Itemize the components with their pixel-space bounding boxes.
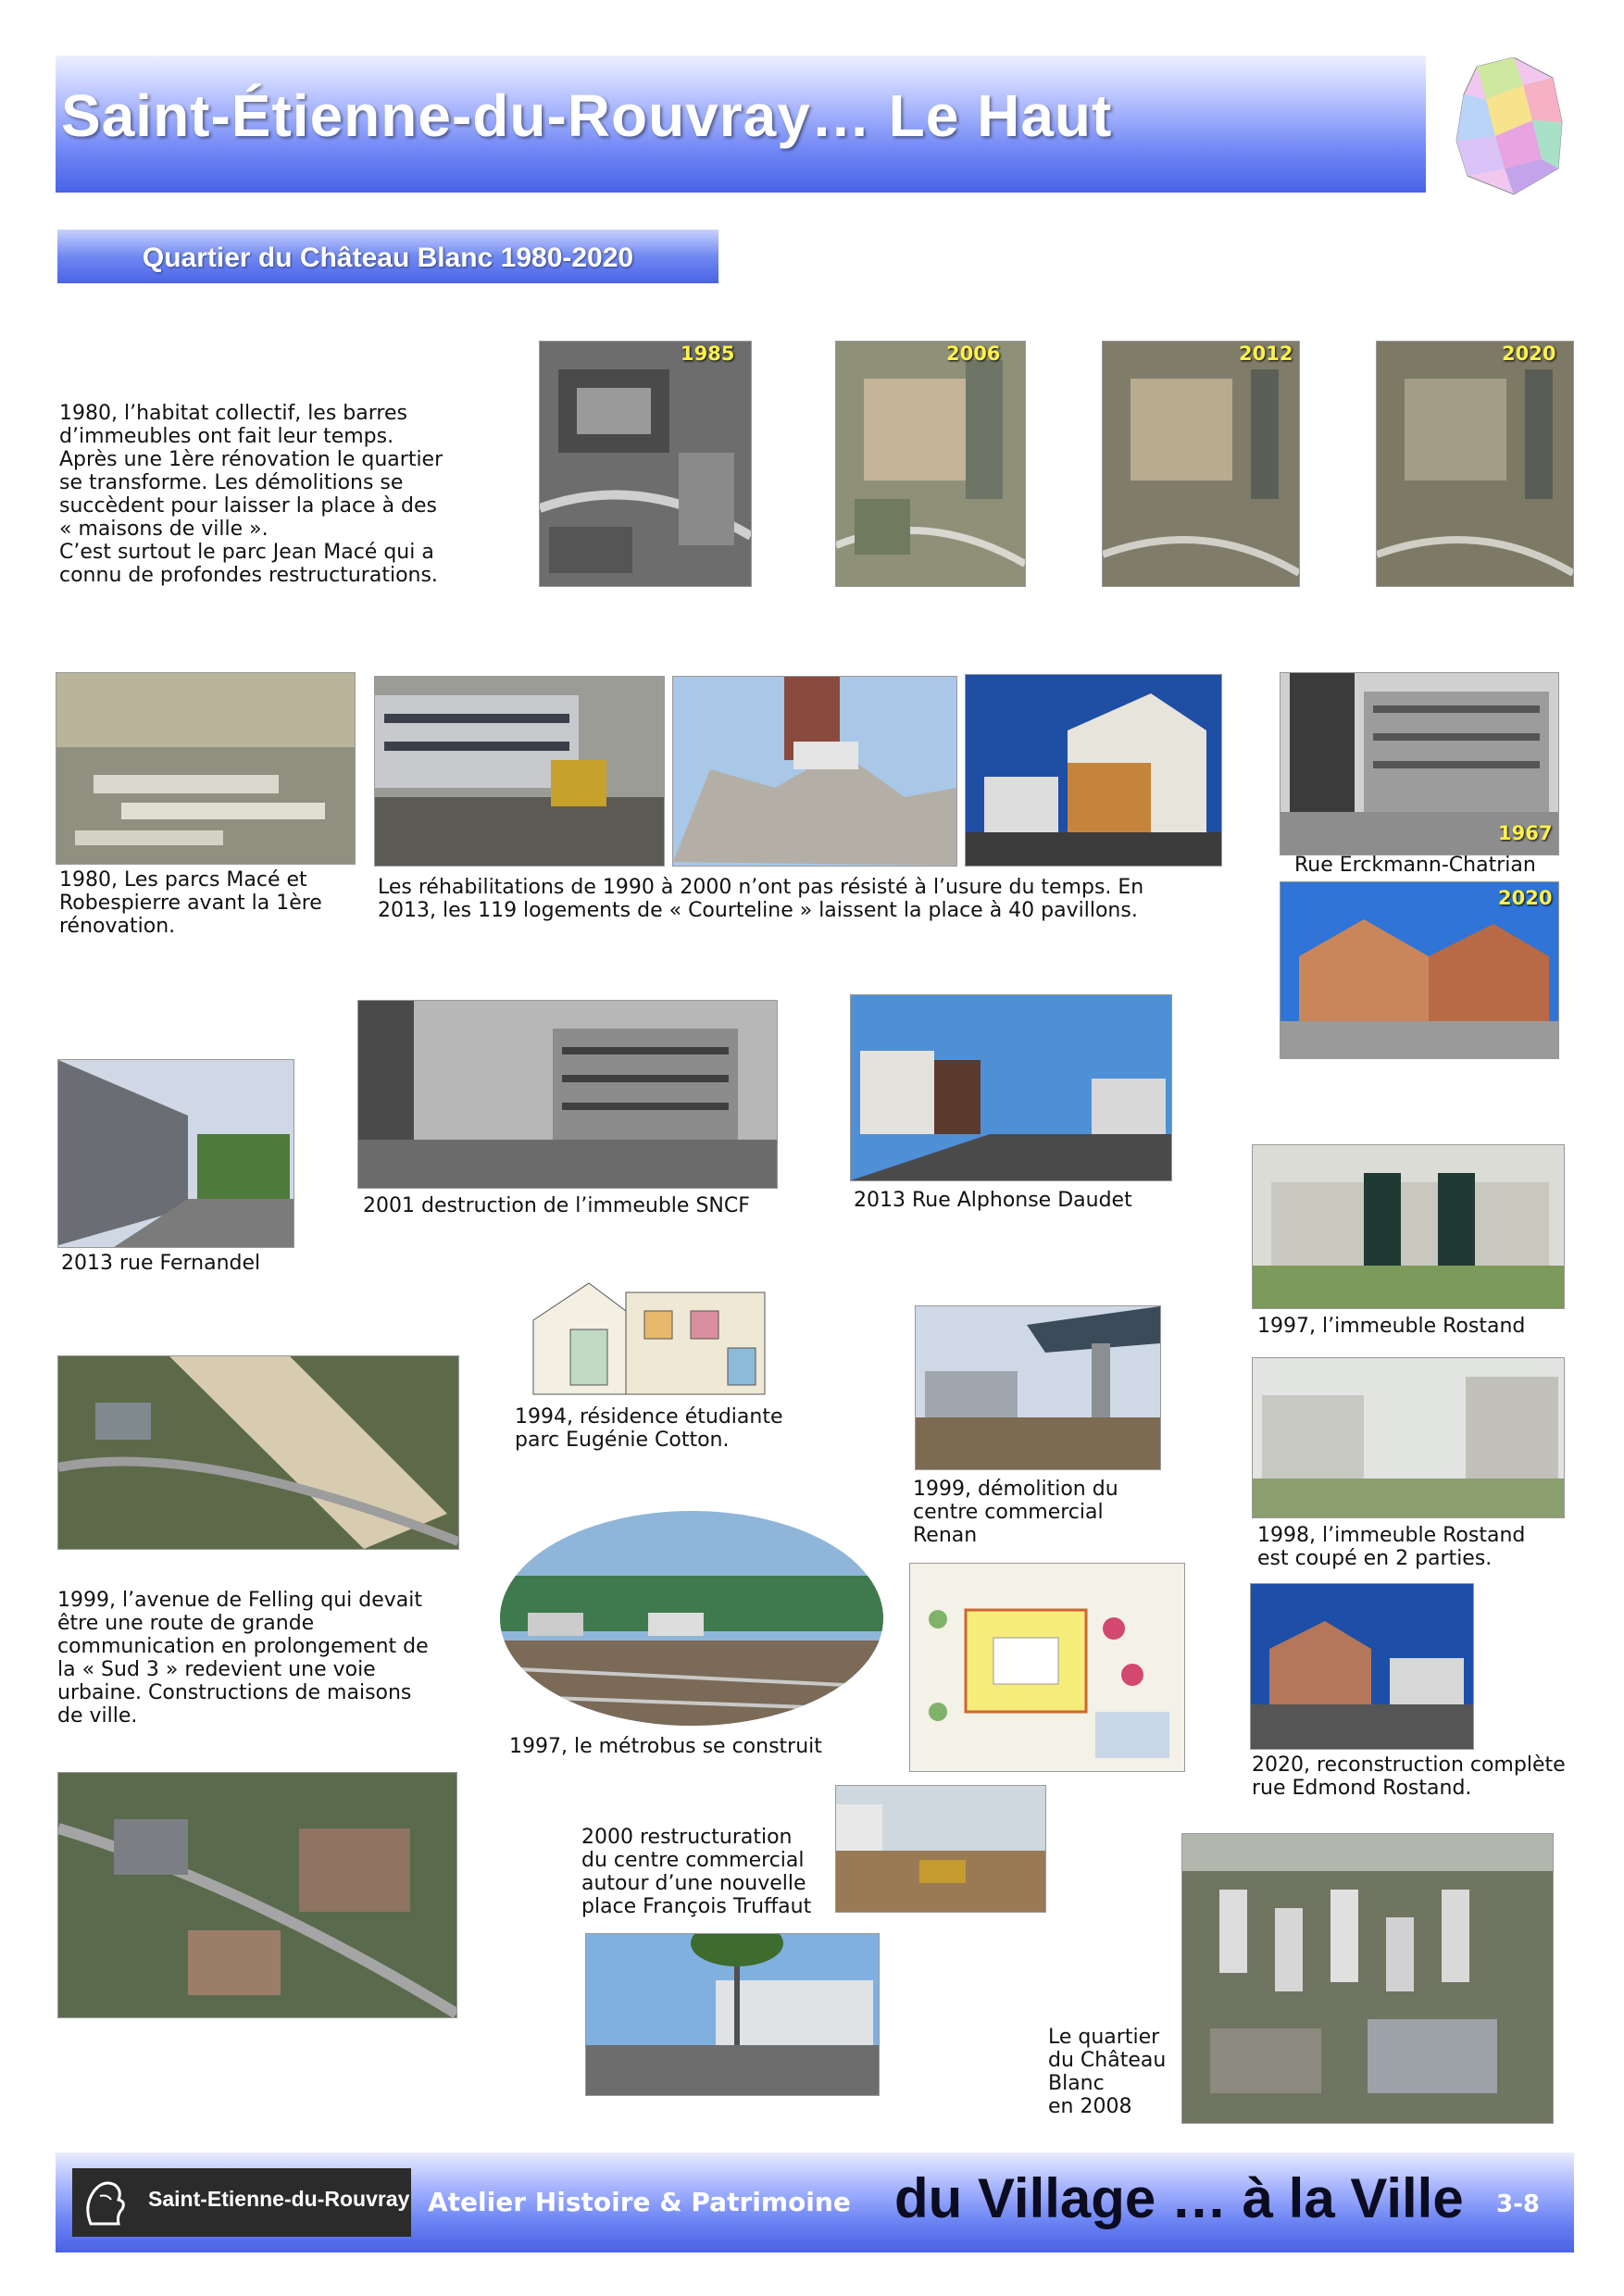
- caption-line: place François Truffaut: [581, 1895, 812, 1918]
- caption-parcs-1980: [59, 868, 348, 938]
- caption-renan: [913, 1478, 1118, 1547]
- photo-place-truffaut: [585, 1933, 880, 2096]
- caption-chateau-2008: [1048, 2026, 1172, 2118]
- photo-felling-aerial: [57, 1355, 459, 1550]
- caption-line: du centre commercial: [581, 1849, 805, 1872]
- year-label-2020-erckmann: 2020: [1498, 887, 1553, 909]
- intro-line: Après une 1ère rénovation le quartier: [59, 448, 443, 471]
- caption-line: 2000 restructuration: [581, 1826, 793, 1849]
- photo-fernandel: [57, 1059, 294, 1248]
- caption-line: Blanc: [1048, 2072, 1105, 2095]
- photo-rostand-1998: [1252, 1357, 1565, 1518]
- aerial-photo-1985: [539, 341, 752, 587]
- caption-line: du Château: [1048, 2049, 1167, 2072]
- caption-line: en 2008: [1048, 2095, 1132, 2118]
- caption-line: rénovation.: [59, 915, 176, 938]
- caption-line: parc Eugénie Cotton.: [515, 1429, 730, 1452]
- caption-felling: [57, 1589, 450, 1728]
- section-title: Quartier du Château Blanc 1980-2020: [142, 243, 634, 273]
- plan-place-truffaut: [909, 1563, 1185, 1772]
- intro-line: connu de profondes restructurations.: [59, 564, 438, 587]
- caption-daudet: 2013 Rue Alphonse Daudet: [854, 1189, 1132, 1212]
- caption-sncf: 2001 destruction de l’immeuble SNCF: [363, 1194, 750, 1217]
- year-label-1967: 1967: [1498, 822, 1553, 844]
- intro-line: « maisons de ville ».: [59, 518, 269, 541]
- caption-line: 1998, l’immeuble Rostand: [1257, 1524, 1526, 1547]
- aerial-photo-2020: [1376, 341, 1574, 587]
- caption-line: Les réhabilitations de 1990 à 2000 n’ont pas résisté à l’usure du temps. En: [378, 876, 1144, 899]
- caption-rostand-1998: [1257, 1524, 1525, 1570]
- photo-chateau-blanc-2008: [1181, 1833, 1554, 2124]
- photo-aerial-houses: [57, 1772, 457, 2018]
- caption-line: centre commercial: [913, 1501, 1104, 1524]
- year-label-2006: 2006: [946, 343, 1001, 365]
- photo-rostand-2020: [1250, 1583, 1474, 1750]
- caption-line: rue Edmond Rostand.: [1252, 1777, 1472, 1800]
- photo-courteline-demolition-2: [672, 676, 957, 867]
- caption-line: Robespierre avant la 1ère: [59, 892, 322, 915]
- intro-line: se transforme. Les démolitions se: [59, 471, 404, 494]
- aerial-photo-2012: [1102, 341, 1300, 587]
- intro-line: 1980, l’habitat collectif, les barres: [59, 402, 407, 425]
- intro-paragraph: [59, 402, 478, 587]
- district-map-image: [1449, 57, 1569, 196]
- caption-line: 2020, reconstruction complète: [1252, 1753, 1566, 1777]
- caption-line: est coupé en 2 parties.: [1257, 1547, 1493, 1570]
- caption-residence: [515, 1405, 782, 1452]
- intro-line: C’est surtout le parc Jean Macé qui a: [59, 541, 434, 564]
- photo-courteline-demolition-1: [374, 676, 665, 867]
- aerial-photo-2006: [835, 341, 1026, 587]
- year-label-1985: 1985: [681, 343, 735, 365]
- photo-rostand-1997: [1252, 1144, 1565, 1309]
- year-label-2020: 2020: [1502, 343, 1556, 365]
- footer-slogan: du Village … à la Ville: [894, 2167, 1464, 2229]
- drawing-student-residence: [515, 1274, 776, 1404]
- caption-line: 1994, résidence étudiante: [515, 1405, 783, 1429]
- caption-line: de ville.: [57, 1704, 138, 1728]
- photo-truffaut-works: [835, 1785, 1046, 1913]
- photo-parcs-1980: [56, 672, 356, 865]
- caption-line: 1999, démolition du: [913, 1478, 1118, 1501]
- photo-daudet: [850, 994, 1172, 1181]
- caption-erckmann: Rue Erckmann-Chatrian: [1294, 854, 1536, 877]
- caption-line: autour d’une nouvelle: [581, 1872, 806, 1895]
- caption-line: Le quartier: [1048, 2026, 1160, 2049]
- caption-truffaut: [581, 1826, 831, 1918]
- atelier-label: Atelier Histoire & Patrimoine: [428, 2187, 851, 2217]
- caption-rostand-1997: 1997, l’immeuble Rostand: [1257, 1315, 1526, 1338]
- caption-line: Renan: [913, 1524, 978, 1547]
- caption-rostand-2020: [1252, 1753, 1566, 1800]
- caption-line: 1999, l’avenue de Felling qui devait: [57, 1589, 423, 1612]
- intro-line: d’immeubles ont fait leur temps.: [59, 425, 394, 448]
- caption-rehab: [378, 876, 1143, 922]
- caption-line: 1980, Les parcs Macé et: [59, 868, 307, 892]
- page-number: 3-8: [1496, 2190, 1540, 2218]
- caption-fernandel: 2013 rue Fernandel: [61, 1252, 261, 1275]
- caption-line: la « Sud 3 » redevient une voie: [57, 1658, 376, 1681]
- caption-metrobus: 1997, le métrobus se construit: [509, 1735, 822, 1758]
- year-label-2012: 2012: [1239, 343, 1293, 365]
- photo-sncf-demolition: [357, 1000, 778, 1189]
- photo-renan-demolition: [915, 1305, 1161, 1470]
- caption-line: communication en prolongement de: [57, 1635, 429, 1658]
- caption-line: urbaine. Constructions de maisons: [57, 1681, 412, 1704]
- photo-new-pavilions: [965, 674, 1222, 867]
- caption-line: être une route de grande: [57, 1612, 315, 1635]
- intro-line: succèdent pour laisser la place à des: [59, 494, 438, 518]
- caption-line: 2013, les 119 logements de « Courteline » laissent la place à 40 pavillons.: [378, 899, 1138, 922]
- city-logo-text: Saint-Etienne-du-Rouvray: [148, 2187, 410, 2211]
- page-title: Saint-Étienne-du-Rouvray… Le Haut: [61, 82, 1113, 149]
- photo-metrobus-construction: [500, 1511, 883, 1726]
